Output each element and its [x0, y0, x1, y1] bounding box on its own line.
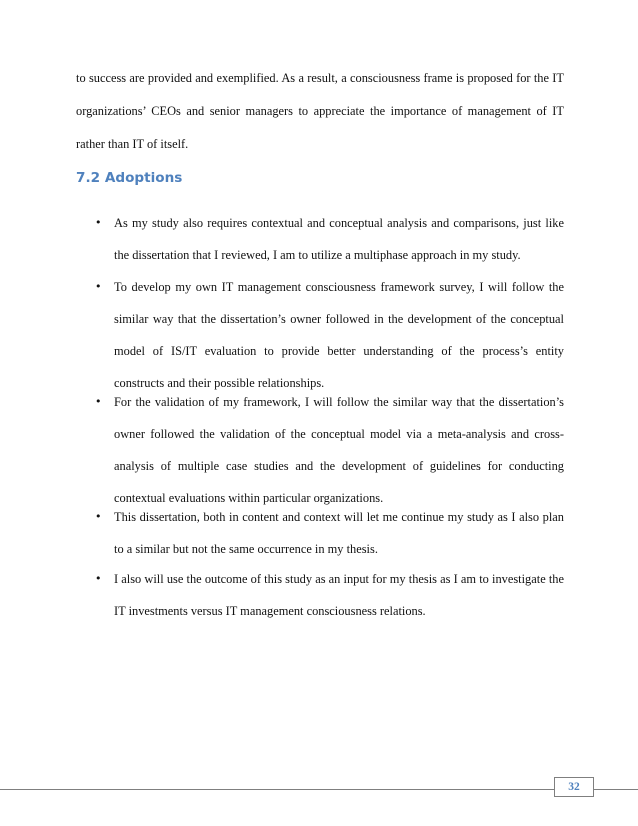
list-item [95, 271, 564, 399]
bullet-text: For the validation of my framework, I will follow the similar way that the dissertation’s owner followed the validation of the conceptual model via a meta-analysis and cross-analysis of multiple case studies and the development of guidelines for conducting contextual evaluations within particular organizations. [114, 395, 564, 505]
bullet-icon: • [95, 510, 102, 523]
intro-paragraph: to success are provided and exemplified. As a result, a consciousness frame is proposed for the IT organizations’ CEOs and senior managers to appreciate the importance of management of IT rather than IT of itself. [76, 71, 564, 151]
list-item [95, 386, 564, 514]
list-item [95, 207, 564, 271]
bullet-text: I also will use the outcome of this study as an input for my thesis as I am to investigate the IT investments versus IT management consciousness relations. [114, 572, 564, 618]
bullet-icon: • [95, 395, 102, 408]
page-number-box [554, 777, 594, 797]
footer-divider [0, 789, 638, 790]
bullet-text: This dissertation, both in content and context will let me continue my study as I also plan to a similar but not the same occurrence in my thesis. [114, 510, 564, 556]
bullet-icon: • [95, 572, 102, 585]
section-heading: 7.2 Adoptions [76, 170, 183, 186]
bullet-icon: • [95, 280, 102, 293]
bullet-icon: • [95, 216, 102, 229]
list-item [95, 563, 564, 627]
page-number: 32 [568, 781, 580, 793]
bullet-text: As my study also requires contextual and conceptual analysis and comparisons, just like the dissertation that I reviewed, I am to utilize a multiphase approach in my study. [114, 216, 564, 262]
bullet-text: To develop my own IT management consciousness framework survey, I will follow the similar way that the dissertation’s owner followed in the development of the conceptual model of IS/IT evaluation to provide better understanding of the process’s entity constructs and their possible relationships. [114, 280, 564, 390]
list-item [95, 501, 564, 565]
